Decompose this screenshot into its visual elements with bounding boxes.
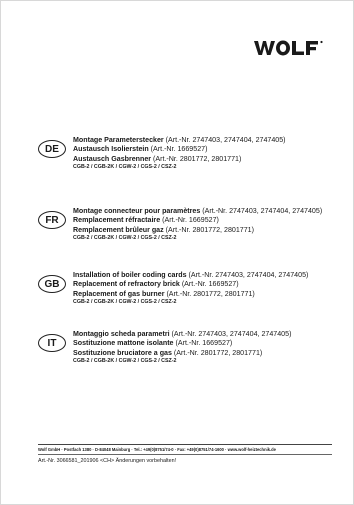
title-line-2: Austausch Isolierstein [73, 145, 149, 154]
language-text-it [73, 330, 291, 365]
title-line-2-artnr: (Art.-Nr. 1669527) [160, 216, 219, 225]
title-line-3: Sostituzione bruciatore a gas [73, 348, 172, 357]
model-list: CGB-2 / CGB-2K / CGW-2 / CGS-2 / CSZ-2 [73, 298, 177, 305]
title-line-1: Montage connecteur pour paramètres [73, 207, 201, 215]
title-line-1-artnr: (Art.-Nr. 2747403, 2747404, 2747405) [163, 136, 286, 144]
language-badge-it: IT [38, 334, 66, 352]
title-line-3-artnr: (Art.-Nr. 2801772, 2801771) [164, 289, 255, 298]
language-badge-de: DE [38, 140, 66, 158]
footer [38, 444, 332, 464]
title-line-2: Remplacement réfractaire [73, 216, 161, 225]
language-section-fr [38, 207, 338, 242]
title-line-1-artnr: (Art.-Nr. 2747403, 2747404, 2747405) [169, 330, 292, 338]
title-line-2: Sostituzione mattone isolante [73, 339, 174, 348]
wolf-logo [254, 38, 326, 58]
title-line-2-artnr: (Art.-Nr. 1669527) [148, 145, 208, 154]
document-article-number: Art.-Nr. 3066581_201906 <CH> Änderungen vorbehalten! [38, 458, 177, 464]
model-list: CGB-2 / CGB-2K / CGW-2 / CGS-2 / CSZ-2 [73, 234, 177, 241]
model-list: CGB-2 / CGB-2K / CGW-2 / CGS-2 / CSZ-2 [73, 357, 177, 364]
title-line-3-artnr: (Art.-Nr. 2801772, 2801771) [163, 225, 254, 234]
language-section-de [38, 136, 338, 171]
footer-divider-2 [38, 454, 332, 455]
company-address: Wolf GmbH · Postfach 1380 · D-84048 Mainburg · Tel.: +49(0)8751/74-0 · Fax: +49(0)8751/74-1600 · www.wolf-heiztechnik.de [38, 447, 276, 452]
title-line-1-artnr: (Art.-Nr. 2747403, 2747404, 2747405) [186, 271, 309, 279]
title-line-1: Montaggio scheda parametri [73, 330, 170, 338]
title-line-3-artnr: (Art.-Nr. 2801772, 2801771) [171, 348, 263, 357]
language-text-fr [73, 207, 322, 242]
language-text-gb [73, 271, 308, 306]
language-text-de [73, 136, 286, 171]
language-badge-gb: GB [38, 275, 66, 293]
title-line-3-artnr: (Art.-Nr. 2801772, 2801771) [151, 154, 242, 163]
title-line-1: Installation of boiler coding cards [73, 271, 187, 279]
title-line-1: Montage Parameterstecker [73, 136, 164, 144]
title-line-3: Replacement of gas burner [73, 289, 165, 298]
model-list: CGB-2 / CGB-2K / CGW-2 / CGS-2 / CSZ-2 [73, 163, 177, 170]
language-badge-fr: FR [38, 211, 66, 229]
title-line-2-artnr: (Art.-Nr. 1669527) [179, 280, 239, 289]
title-line-3: Austausch Gasbrenner [73, 154, 152, 163]
language-section-it [38, 330, 338, 365]
footer-divider [38, 444, 332, 445]
title-line-3: Remplacement brûleur gaz [73, 225, 164, 234]
title-line-2-artnr: (Art.-Nr. 1669527) [173, 339, 233, 348]
title-line-1-artnr: (Art.-Nr. 2747403, 2747404, 2747405) [200, 207, 323, 215]
language-section-gb [38, 271, 338, 306]
title-line-2: Replacement of refractory brick [73, 280, 180, 289]
